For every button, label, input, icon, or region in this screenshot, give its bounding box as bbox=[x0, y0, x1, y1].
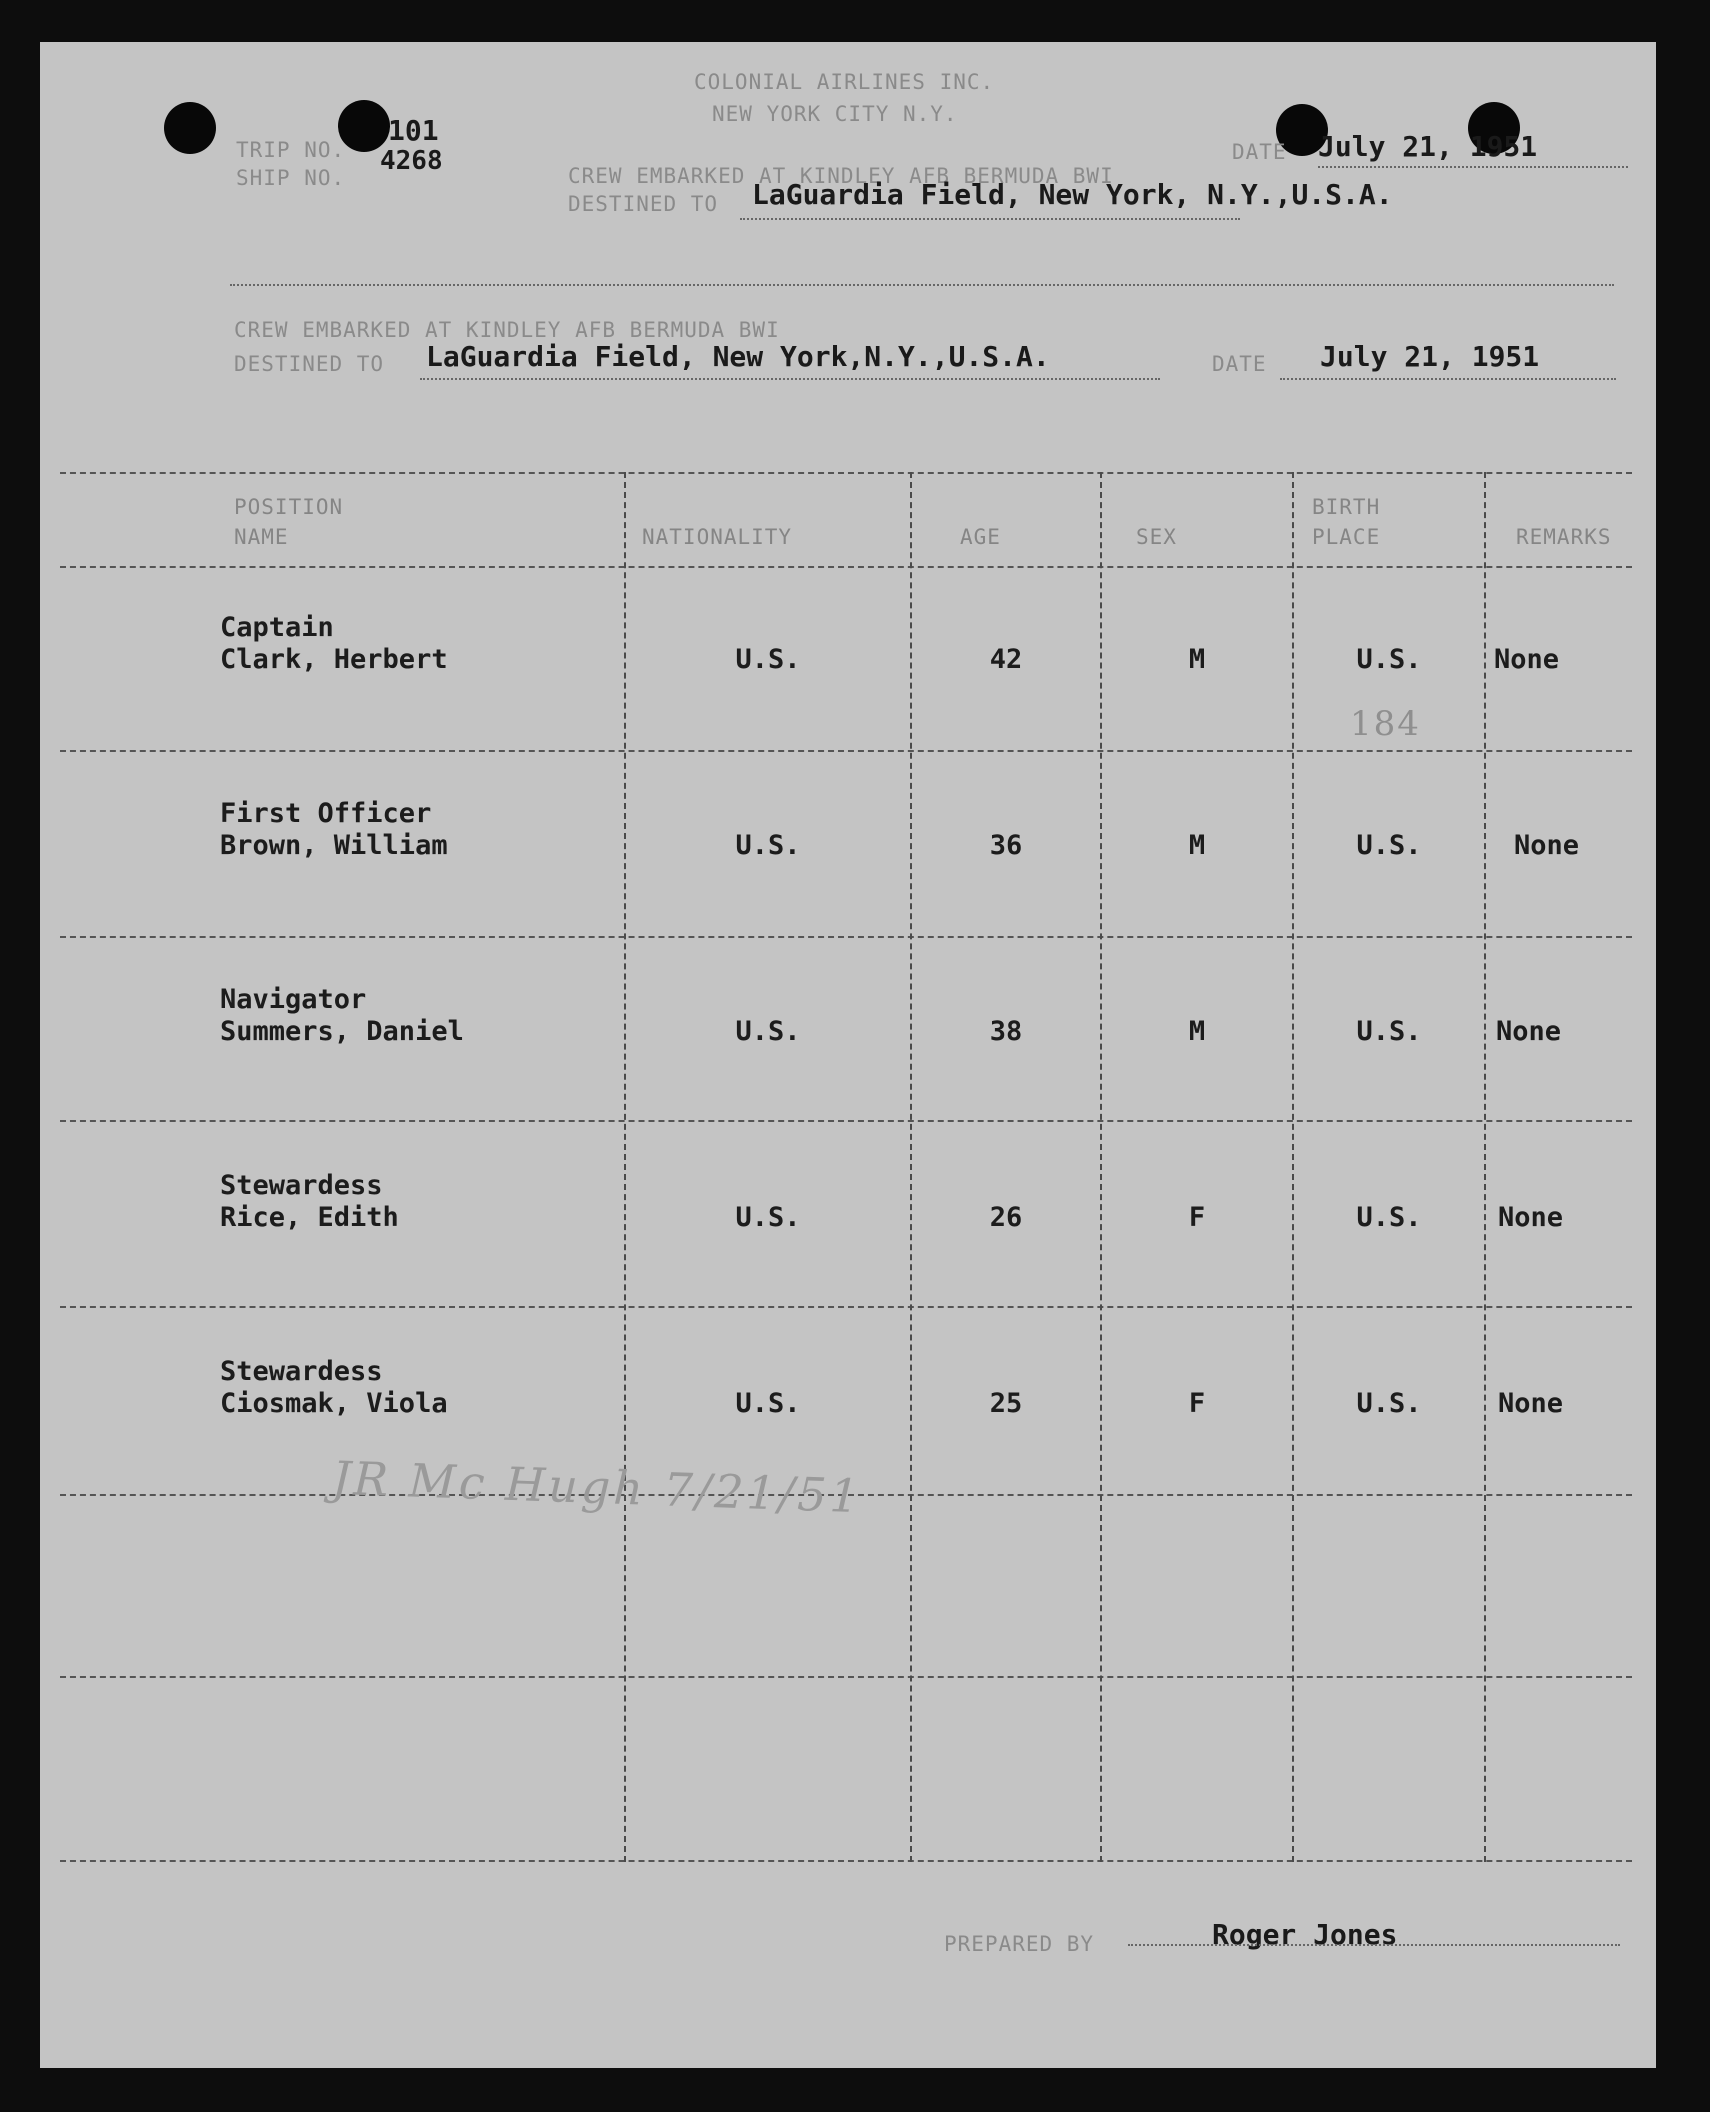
date-underline bbox=[1318, 166, 1628, 168]
embarked-line-2: CREW EMBARKED AT KINDLEY AFB BERMUDA BWI bbox=[234, 318, 780, 342]
row-nationality: U.S. bbox=[735, 644, 801, 675]
row-position: Stewardess bbox=[220, 1170, 383, 1201]
row-age: 36 bbox=[989, 830, 1023, 861]
row-divider bbox=[60, 1120, 1632, 1122]
destined-label-2: DESTINED TO bbox=[234, 352, 385, 376]
row-age: 26 bbox=[989, 1202, 1023, 1233]
trip-label: TRIP NO. bbox=[236, 138, 346, 162]
row-birth-place: U.S. bbox=[1356, 1202, 1422, 1233]
header-age: AGE bbox=[960, 525, 1001, 549]
header-position-name: POSITION NAME bbox=[234, 495, 344, 549]
document-page bbox=[40, 42, 1656, 2068]
row-divider bbox=[60, 1676, 1632, 1678]
row-position: Stewardess bbox=[220, 1356, 383, 1387]
column-divider bbox=[1292, 472, 1294, 1862]
row-divider bbox=[60, 750, 1632, 752]
table-header-border bbox=[60, 566, 1632, 568]
date-value: July 21, 1951 bbox=[1318, 130, 1538, 163]
row-sex: F bbox=[1188, 1388, 1206, 1419]
header-nationality: NATIONALITY bbox=[642, 525, 793, 549]
header-remarks: REMARKS bbox=[1516, 525, 1612, 549]
column-divider bbox=[1484, 472, 1486, 1862]
row-name: Summers, Daniel bbox=[220, 1016, 464, 1047]
ship-label: SHIP NO. bbox=[236, 166, 346, 190]
destination-value: LaGuardia Field, New York, N.Y.,U.S.A. bbox=[752, 178, 1393, 211]
date-label-2: DATE bbox=[1212, 352, 1267, 376]
destined-label: DESTINED TO bbox=[568, 192, 719, 216]
punch-hole bbox=[338, 100, 390, 152]
row-name: Rice, Edith bbox=[220, 1202, 399, 1233]
company-name: COLONIAL AIRLINES INC. bbox=[694, 70, 995, 94]
row-age: 42 bbox=[989, 644, 1023, 675]
prepared-by-label: PREPARED BY bbox=[944, 1932, 1095, 1956]
row-name: Ciosmak, Viola bbox=[220, 1388, 448, 1419]
row-sex: F bbox=[1188, 1202, 1206, 1233]
row-nationality: U.S. bbox=[735, 830, 801, 861]
row-divider bbox=[60, 936, 1632, 938]
date-value-2: July 21, 1951 bbox=[1320, 340, 1540, 373]
row-name: Brown, William bbox=[220, 830, 448, 861]
prepared-by-value: Roger Jones bbox=[1212, 1918, 1398, 1951]
header-divider bbox=[230, 284, 1614, 286]
row-birth-place: U.S. bbox=[1356, 830, 1422, 861]
row-remarks: None bbox=[1498, 1202, 1564, 1233]
row-age: 25 bbox=[989, 1388, 1023, 1419]
row-sex: M bbox=[1188, 644, 1206, 675]
row-position: Navigator bbox=[220, 984, 367, 1015]
row-name: Clark, Herbert bbox=[220, 644, 448, 675]
row-nationality: U.S. bbox=[735, 1202, 801, 1233]
row-nationality: U.S. bbox=[735, 1016, 801, 1047]
row-nationality: U.S. bbox=[735, 1388, 801, 1419]
row-remarks: None bbox=[1496, 1016, 1562, 1047]
row-divider bbox=[60, 1306, 1632, 1308]
row-birth-place: U.S. bbox=[1356, 1016, 1422, 1047]
date-underline-2 bbox=[1280, 378, 1616, 380]
column-divider bbox=[624, 472, 626, 1862]
column-divider bbox=[1100, 472, 1102, 1862]
row-remarks: None bbox=[1494, 644, 1560, 675]
destination-underline-2 bbox=[420, 378, 1160, 380]
stamp-number: 184 bbox=[1350, 704, 1421, 744]
row-position: First Officer bbox=[220, 798, 432, 829]
row-age: 38 bbox=[989, 1016, 1023, 1047]
date-label: DATE bbox=[1232, 140, 1287, 164]
destination-value-2: LaGuardia Field, New York,N.Y.,U.S.A. bbox=[426, 340, 1050, 373]
header-sex: SEX bbox=[1136, 525, 1177, 549]
table-top-border bbox=[60, 472, 1632, 474]
table-bottom-border bbox=[60, 1860, 1632, 1862]
punch-hole bbox=[164, 102, 216, 154]
trip-number: 101 bbox=[388, 114, 439, 147]
row-remarks: None bbox=[1514, 830, 1580, 861]
row-birth-place: U.S. bbox=[1356, 644, 1422, 675]
destination-underline bbox=[740, 218, 1240, 220]
row-birth-place: U.S. bbox=[1356, 1388, 1422, 1419]
header-birth-place: BIRTH PLACE bbox=[1312, 495, 1381, 549]
row-sex: M bbox=[1188, 830, 1206, 861]
row-sex: M bbox=[1188, 1016, 1206, 1047]
prepared-by-underline bbox=[1128, 1944, 1620, 1946]
company-city: NEW YORK CITY N.Y. bbox=[712, 102, 958, 126]
embarked-line: CREW EMBARKED AT KINDLEY AFB BERMUDA BWI bbox=[568, 164, 1114, 188]
row-remarks: None bbox=[1498, 1388, 1564, 1419]
handwritten-signature: JR Mc Hugh 7/21/51 bbox=[331, 1450, 863, 1524]
row-position: Captain bbox=[220, 612, 334, 643]
ship-number: 4268 bbox=[380, 146, 443, 176]
column-divider bbox=[910, 472, 912, 1862]
